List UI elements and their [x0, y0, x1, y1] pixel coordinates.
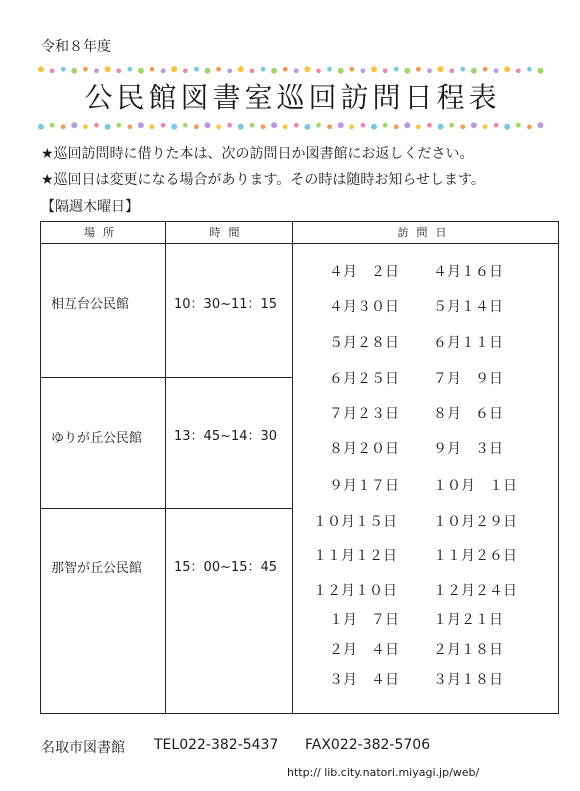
venue-name: 相互台公民館: [51, 297, 130, 312]
decorative-dot: [527, 124, 532, 129]
schedule-heading: 【隔週木曜日】: [41, 199, 139, 215]
decorative-dot: [271, 68, 277, 74]
library-contact: [41, 737, 431, 757]
venue-name: 那智が丘公民館: [51, 561, 143, 576]
decorative-dot: [471, 68, 477, 74]
visit-date: ３月１８日: [433, 672, 503, 688]
decorative-dot: [116, 123, 121, 128]
visit-date: ４月３０日: [329, 299, 399, 315]
visit-date: １０月１５日: [313, 514, 397, 530]
decorative-dot: [61, 67, 66, 72]
venue-time: 10：30~11：15: [174, 297, 278, 312]
decorative-dot: [538, 122, 544, 128]
decorative-dot: [94, 123, 99, 128]
decorative-dot: [161, 123, 166, 128]
library-website-link[interactable]: http:// lib.city.natori.miyagi.jp/web/: [287, 766, 480, 779]
visit-date: １０月２９日: [433, 514, 517, 530]
decorative-dot: [161, 68, 166, 73]
decorative-dot: [250, 68, 255, 73]
visit-date: ６月２５日: [329, 371, 399, 387]
decorative-dot: [50, 123, 55, 128]
fiscal-year: 令和８年度: [41, 39, 111, 55]
decorative-dot: [494, 68, 499, 73]
decorative-dot: [404, 122, 410, 128]
decorative-dot-border-top: [37, 66, 546, 74]
decorative-dot: [494, 123, 499, 128]
decorative-dot: [438, 66, 444, 72]
decorative-dot: [261, 67, 266, 72]
decorative-dot: [371, 124, 377, 130]
decorative-dot: [116, 68, 121, 73]
visit-date: １１月２６日: [433, 548, 517, 564]
decorative-dot: [427, 123, 432, 128]
decorative-dot: [194, 67, 199, 72]
visit-date: ４月 ２日: [329, 264, 399, 280]
notice-schedule-change: ★巡回日は変更になる場合があります。その時は随時お知らせします。: [41, 172, 485, 188]
venue-name: ゆりが丘公民館: [51, 431, 143, 446]
decorative-dot: [227, 68, 232, 73]
header-time: 時間: [209, 226, 248, 239]
notice-return-books: ★巡回訪問時に借りた本は、次の訪問日か図書館にお返しください。: [41, 146, 474, 162]
visit-date: １１月１２日: [313, 548, 397, 564]
schedule-table: [40, 221, 559, 714]
decorative-dot: [283, 124, 288, 129]
decorative-dot: [460, 67, 465, 72]
visit-date: ６月１１日: [433, 335, 503, 351]
decorative-dot: [283, 67, 288, 72]
header-place: 場所: [84, 226, 122, 239]
decorative-dot: [94, 68, 99, 73]
decorative-dot: [504, 124, 510, 130]
decorative-dot: [349, 124, 354, 129]
decorative-dot: [394, 124, 399, 129]
visit-date: ２月１８日: [433, 642, 503, 658]
decorative-dot: [183, 68, 188, 73]
visit-date: ７月 ９日: [433, 371, 503, 387]
decorative-dot: [150, 67, 155, 72]
decorative-dot: [238, 124, 244, 130]
decorative-dot: [527, 67, 532, 72]
decorative-dot: [238, 66, 244, 72]
decorative-dot: [304, 66, 310, 72]
decorative-dot: [471, 122, 477, 128]
visit-date: ９月１７日: [329, 478, 399, 494]
visit-date: １０月 １日: [433, 478, 517, 494]
decorative-dot: [205, 122, 211, 128]
visit-date: ９月 ３日: [433, 441, 503, 457]
decorative-dot: [216, 67, 221, 72]
visit-date: ３月 ４日: [329, 672, 399, 688]
decorative-dot: [516, 68, 521, 73]
decorative-dot: [105, 124, 111, 130]
decorative-dot: [483, 67, 488, 72]
decorative-dot: [183, 123, 188, 128]
decorative-dot: [304, 124, 310, 130]
visit-date: １２月１０日: [313, 583, 397, 599]
decorative-dot: [338, 122, 344, 128]
decorative-dot: [250, 123, 255, 128]
visit-date: ５月２８日: [329, 335, 399, 351]
decorative-dot: [327, 67, 332, 72]
decorative-dot: [205, 68, 211, 74]
decorative-dot: [38, 124, 44, 130]
header-visit-dates: 訪問日: [397, 226, 455, 239]
venue-time: 13：45~14：30: [174, 429, 278, 444]
decorative-dot: [338, 68, 344, 74]
decorative-dot: [449, 68, 454, 73]
decorative-dot: [227, 123, 232, 128]
decorative-dot: [460, 124, 465, 129]
decorative-dot: [449, 123, 454, 128]
decorative-dot-border-bottom: [37, 122, 546, 130]
fax-number: FAX022-382-5706: [305, 737, 431, 753]
decorative-dot: [171, 66, 177, 72]
library-name: 名取市図書館: [41, 740, 125, 756]
decorative-dot: [194, 124, 199, 129]
decorative-dot: [316, 68, 321, 73]
decorative-dot: [261, 124, 266, 129]
decorative-dot: [294, 123, 299, 128]
venue-time: 15：00~15：45: [174, 560, 278, 575]
decorative-dot: [171, 124, 177, 130]
decorative-dot: [416, 67, 421, 72]
decorative-dot: [71, 68, 77, 74]
decorative-dot: [394, 67, 399, 72]
decorative-dot: [516, 123, 521, 128]
decorative-dot: [327, 124, 332, 129]
decorative-dot: [61, 124, 66, 129]
visit-date: ２月 ４日: [329, 642, 399, 658]
visit-date: ７月２３日: [329, 406, 399, 422]
decorative-dot: [71, 122, 77, 128]
decorative-dot: [83, 124, 88, 129]
decorative-dot: [105, 66, 111, 72]
decorative-dot: [127, 67, 132, 72]
decorative-dot: [427, 68, 432, 73]
page-title: 公民館図書室巡回訪問日程表: [84, 81, 501, 114]
decorative-dot: [127, 124, 132, 129]
visit-date: ８月 ６日: [433, 406, 503, 422]
visit-date: ８月２０日: [329, 441, 399, 457]
decorative-dot: [38, 66, 44, 72]
decorative-dot: [383, 68, 388, 73]
decorative-dot: [361, 68, 366, 73]
decorative-dot: [383, 123, 388, 128]
decorative-dot: [50, 68, 55, 73]
visit-date: ５月１４日: [433, 299, 503, 315]
decorative-dot: [216, 124, 221, 129]
decorative-dot: [404, 68, 410, 74]
phone-number: TEL022-382-5437: [154, 737, 279, 753]
decorative-dot: [483, 124, 488, 129]
decorative-dot: [438, 124, 444, 130]
visit-date: １月 ７日: [329, 612, 399, 628]
decorative-dot: [138, 68, 144, 74]
decorative-dot: [538, 68, 544, 74]
decorative-dot: [416, 124, 421, 129]
visit-date: １２月２４日: [433, 583, 517, 599]
decorative-dot: [349, 67, 354, 72]
visit-date: １月２１日: [433, 612, 503, 628]
decorative-dot: [138, 122, 144, 128]
decorative-dot: [504, 66, 510, 72]
decorative-dot: [361, 123, 366, 128]
decorative-dot: [371, 66, 377, 72]
decorative-dot: [83, 67, 88, 72]
decorative-dot: [316, 123, 321, 128]
decorative-dot: [150, 124, 155, 129]
decorative-dot: [271, 122, 277, 128]
visit-date: ４月１６日: [433, 264, 503, 280]
decorative-dot: [294, 68, 299, 73]
